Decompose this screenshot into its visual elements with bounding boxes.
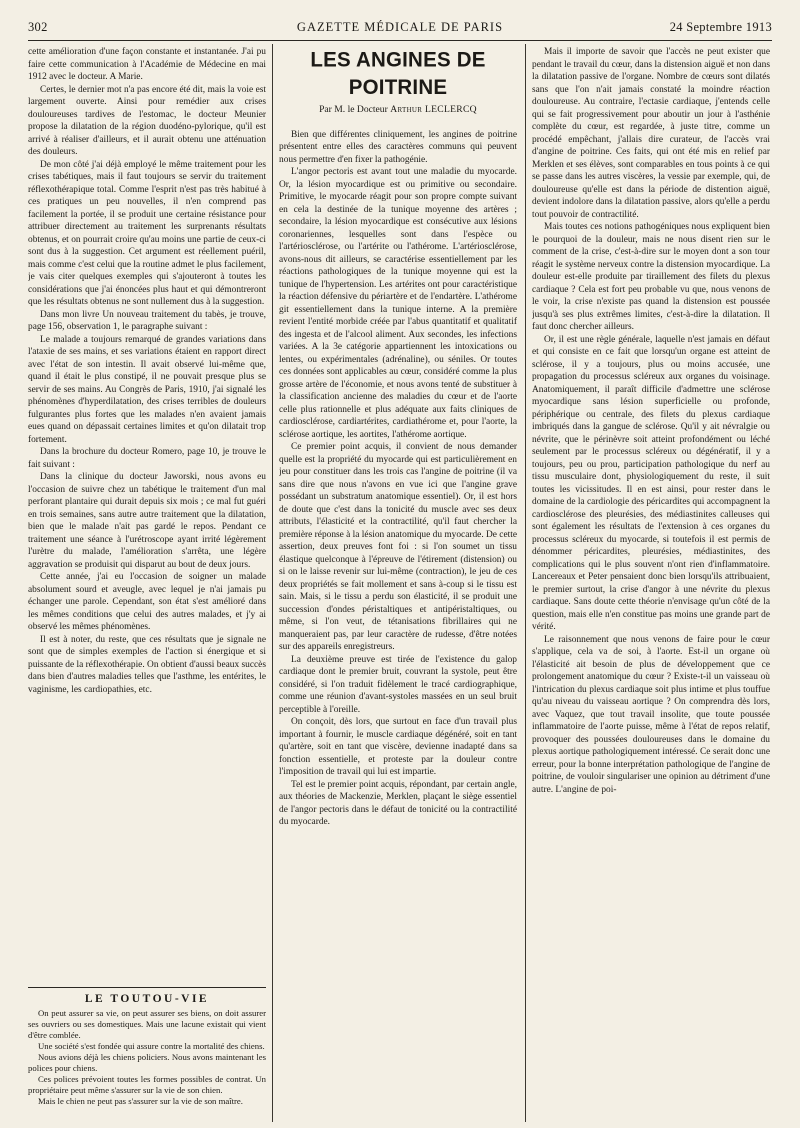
news-brief-box <box>28 987 266 1127</box>
middle-column <box>279 46 517 1116</box>
box-title: LE TOUTOU-VIE <box>84 993 210 1005</box>
article-title: LES ANGINES DE POITRINE <box>310 47 486 100</box>
paragraph: L'angor pectoris est avant tout une maladie du myocarde. Or, la lésion myocardique est ou primitive ou secondaire. Primitive, le myocarde réagit pour son propre compte suivant en cela la destinée de la tunique moyenne des artères ; secondaire, la lésion myocardique est consécutive aux lésions coronariennes, lesquelles sont dans l'espèce ou l'artériosclérose, ou l'artérite ou l'athérome. L'artériosclérose, avons-nous dit ailleurs, se caractérise essentiellement par les réactions pathologiques de la tunique moyenne qui est la tunique de l'hypertension. Les artérites ont pour caractéristique la réaction défensive du périartère et de l'endartère. L'athérome git essentiellement dans la tunique interne. A la première revient l'entité morbide créée par l'abus quantitatif et qualitatif des ingesta et de l'alcool aliment. Aux secondes, les infections variées. A la 3e catégorie appartiennent les intoxications ou lentes, ou expérimentales (adrénaline), ou séniles. Or toutes ces données sont applicables au cœur, considéré comme la plus grosse artère de l'économie, et nous avons tenté de substituer à la classification ancienne des maladies du cœur et de l'aorte celle plus rationnelle et plus adéquate aux faits cliniques de cardiosclérose, cardiartérites, cardiathérome et, pour l'aorte, la sclérose aortique, les aortites, l'athérome aortique. <box>279 167 517 440</box>
paragraph: Certes, le dernier mot n'a pas encore été dit, mais la voie est largement ouverte. Ainsi pour remédier aux crises douloureuses tardives de l'estomac, le docteur Meunier propose la dilatation de la région duodéno-pylorique, qu'il est arrivé à réaliser d'ailleurs, et il aurait obtenu une atténuation des douleurs. <box>28 84 266 157</box>
paragraph: La deuxième preuve est tirée de l'existence du galop cardiaque dont le premier bruit, couvrant la systole, peut être considéré, si l'on traduit fidèlement le tracé cardiographique, comme une réunion d'avant-systoles massées en un seul bruit perceptible à l'oreille. <box>279 654 517 715</box>
paragraph: Dans la brochure du docteur Romero, page 10, je trouve le fait suivant : <box>28 447 266 470</box>
paragraph: Mais le chien ne peut pas s'assurer sur la vie de son maître. <box>38 1096 243 1106</box>
paragraph: Mais toutes ces notions pathogéniques nous expliquent bien le pourquoi de la douleur, mais ne nous disent rien sur le comment de la crise, c'est-à-dire sur le moyen dont a son tour réagit le système nerveux contre la distension myocardique. La douleur est-elle produite par tiraillement des filets du plexus cardiaque ? Cela est fort peu probable vu que, nous venons de le voir, la crise n'existe pas quand la distension est poussée jusqu'à ses plus extrêmes limites, c'est-à-dire la dilatation. Il faut donc chercher ailleurs. <box>532 222 770 332</box>
paragraph: Dans la clinique du docteur Jaworski, nous avons eu l'occasion de suivre chez un tabétique le traitement d'un mal perforant plantaire qui durait depuis six mois ; ce mal fut guéri en trois semaines, sans autre autre traitement que la dilatation, bien que le malade n'ait pas gardé le repos. Pendant ce traitement une séance à l'urétroscope ayant irrité légèrement l'urètre du malade, l'amélioration s'arrêta, une légère aggravation se produisit qui disparut au bout de deux jours. <box>28 472 266 570</box>
paragraph: Une société s'est fondée qui assure contre la mortalité des chiens. <box>38 1041 265 1051</box>
paragraph: Dans mon livre Un nouveau traitement du tabès, je trouve, page 156, observation 1, le paragraphe suivant : <box>28 309 266 332</box>
paragraph: Or, il est une règle générale, laquelle n'est jamais en défaut et qui consiste en ce fait que lorsqu'un organe est atteint de sclérose, il y a toujours, plus ou moins accusée, une propagation du processus scléreux aux organes du voisinage. Anatomiquement, il paraît difficile d'admettre une sclérose myocardique sans lésion superficielle ou profonde, périphérique ou centrale, des filets du plexus cardiaque imbriqués dans la gangue de sclérose. Qu'il y ait névralgie ou névrite, que le périnèvre soit atteint profondément ou léché seulement par le processus scléreux ou dégénératif, il y a toujours, peu ou prou, participation pathologique du nerf au tissu musculaire dont, physiologiquement du reste, il suit toutes les vicissitudes. Il en est ainsi, pour rester dans le domaine de la cardiologie des péricardites qui accompagnent la cardiosclérose des pleurésies, des médiastinites calleuses qui sont également les résultats de l'extension à ces organes du processus scléreux du myocarde, si toutefois il est permis de dénommer péricardites, pleurésies, médiastinites, des complications qui le plus souvent n'ont rien d'inflammatoire. Lancereaux et Peter pensaient donc bien lorsqu'ils attribuaient, le premier surtout, la crise d'angor à une névrite du plexus cardiaque. Sans doute cette théorie n'envisage qu'un côté de la question, mais elle n'en constitue pas moins une grande part de vérité. <box>532 334 770 632</box>
column-divider <box>272 44 273 1122</box>
paragraph: Bien que différentes cliniquement, les angines de poitrine présentent entre elles des caractères communs qui peuvent nous permettre d'en fixer la pathogénie. <box>279 129 517 165</box>
paragraph: On conçoit, dès lors, que surtout en face d'un travail plus important à fournir, le muscle cardiaque dégénéré, soit en tant qu'artère, soit en tant que viscère, devienne inadapté dans sa fonction essentielle, et proteste par la douleur contre l'imposition de travail qui lui est impartie. <box>279 717 517 777</box>
author-name: Arthur LECLERCQ <box>390 104 477 115</box>
column-divider <box>525 44 526 1122</box>
paragraph: Tel est le premier point acquis, répondant, par certain angle, aux théories de Mackenzie, Merklen, plaçant le siège essentiel de l'angor pectoris dans le défaut de tonicité ou la contractilité du myocarde. <box>279 779 517 827</box>
byline-prefix: Par M. le Docteur <box>319 104 388 115</box>
box-top-rule <box>28 987 266 988</box>
left-column <box>28 46 266 1048</box>
paragraph: cette amélioration d'une façon constante et instantanée. J'ai pu faire cette communication à l'Académie de Médecine en mai 1912 avec le docteur. A Marie. <box>28 47 266 82</box>
running-header <box>28 20 772 36</box>
paragraph: Il est à noter, du reste, que ces résultats que je signale ne sont que de simples exemples de l'action si énergique et si puissante de la réflexothérapie. On obtient d'aussi beaux succès dans bien d'autres maladies telles que l'asthme, les entérites, le vaginisme, les cardiopathies, etc. <box>28 634 266 695</box>
paragraph: Ce premier point acquis, il convient de nous demander quelle est la propriété du myocarde qui est particulièrement en jeu pour constituer dans les trois cas l'angine de poitrine (il va sans dire que nous n'avons en vue ici que l'angine grave possédant un substratum anatomique essentiel). Or, il est hors de doute que c'est dans la tonicité du muscle avec ses deux attributs, l'élasticité et la contractilité, qu'il faut chercher la première réponse à la lésion anatomique du myocarde. De cette assertion, deux preuves font foi : si l'on soumet un tissu élastique quelconque à l'épreuve de l'étirement (distension) ou si on le laisse revenir sur lui-même (contraction), le jeu de ces deux propriétés se fait mollement et sans à-coup si le tissu est sain. Mais, si le tissu a perdu son élasticité, il se produit une succession d'ondes péristaltiques et antipéristaltiques, ou même, si l'on veut, de tétanisations fibrillaires qui ne manqueraient pas, par leur caractère de rudesse, d'être notées sur des appareils enregistreurs. <box>279 442 517 652</box>
page-number: 302 <box>28 20 48 34</box>
paragraph: De mon côté j'ai déjà employé le même traitement pour les crises tabétiques, mais il faut toujours se servir du traitement réflexothérapique total. Comme l'esprit n'est pas très habitué à ces pratiques un peu nouvelles, il n'en comprend pas facilement la portée, il se produit une certaine résistance pour attribuer directement au traitement les surprenants résultats obtenus, et on pourrait croire qu'au moins une partie de ceux-ci sont dus à la suggestion. Cet argument est réellement puéril, mais comme c'est celui que la routine admet le plus facilement, je vais citer quelques exemples qui s'ajouteront à toutes les considérations que j'ai énoncées plus haut et qui démontreront que les résultats obtenus ne sont nullement dus à la suggestion. <box>28 159 266 307</box>
byline <box>279 104 517 117</box>
header-rule <box>28 40 772 41</box>
issue-date: 24 Septembre 1913 <box>669 20 772 34</box>
paragraph: On peut assurer sa vie, on peut assurer ses biens, on doit assurer ses ouvriers ou ses domestiques. Mais une lacune existait qui vient d'être comblée. <box>28 1008 266 1040</box>
paragraph: Cette année, j'ai eu l'occasion de soigner un malade absolument sourd et aveugle, avec lequel je n'ai jamais pu échanger une parole. Cependant, son état s'est amélioré dans les mêmes conditions que celui des autres malades, et j'y ai observé les mêmes phénomènes. <box>28 572 266 632</box>
paragraph: Mais il importe de savoir que l'accès ne peut exister que pendant le travail du cœur, dans la distension aiguë et non dans la dilatation passive de l'organe. Nombre de cœurs sont dilatés sans que l'on n'ait jamais constaté la moindre réaction douloureuse. Au contraire, l'ectasie cardiaque, j'entends celle qui se fait progressivement pour aboutir un jour à l'asthénie complète du cœur, est regardée, à juste titre, comme un procédé empêchant, j'allais dire curateur, de l'accès vrai d'angine de poitrine. Ces faits, qui ont été mis en relief par Merklen et ses élèves, sont comparables en tous points à ce qui se passe dans les autres viscères, la vessie par exemple, qui, de douloureuse qu'elle est dans la période de distention aiguë, devient indolore dans la dilatation passive, alors qu'elle a perdu tout pouvoir de contractilité. <box>532 47 770 220</box>
paragraph: Le malade a toujours remarqué de grandes variations dans l'ataxie de ses mains, et ses variations étaient en rapport direct avec l'état de son intestin. Il avait observé lui-même que, quand il était le plus constipé, il ne pouvait presque plus se servir de ses mains. Au Congrès de Paris, 1910, j'ai signalé les phénomènes d'hyperdilatation, des crises terribles de douleurs fulgurantes plus fortes que les malades n'en avaient jamais eues quand on dépassait certaines limites et qu'on dilatait trop fortement. <box>28 334 266 445</box>
paragraph: Nous avions déjà les chiens policiers. Nous avons maintenant les polices pour chiens. <box>28 1052 266 1073</box>
right-column <box>532 46 770 1116</box>
paragraph: Le raisonnement que nous venons de faire pour le cœur s'applique, cela va de soi, à l'aorte. Est-il un organe où l'élasticité ait besoin de plus de développement que ce prolongement anatomique du cœur ? Existe-t-il un vaisseau où l'intrication du plexus cardiaque soit plus intime et plus touffue qu'au niveau du vaisseau aortique ? On comprendra dès lors, avec Vaquez, que tout travail insolite, que toute poussée inflammatoire de l'aorte puisse, même à l'état de repos relatif, provoquer des poussées douloureuses dans le domaine du plexus aortique pathologiquement intéressé. Ce serait donc une erreur, pour la bonne interprétation pathologique de l'angine de poitrine, de vouloir singulariser une opinion au détriment d'une autre. L'angine de poi- <box>532 634 770 795</box>
paragraph: Ces polices prévoient toutes les formes possibles de contrat. Un propriétaire peut même s'assurer sur la vie de son chien. <box>28 1074 266 1095</box>
journal-title: GAZETTE MÉDICALE DE PARIS <box>296 20 504 34</box>
